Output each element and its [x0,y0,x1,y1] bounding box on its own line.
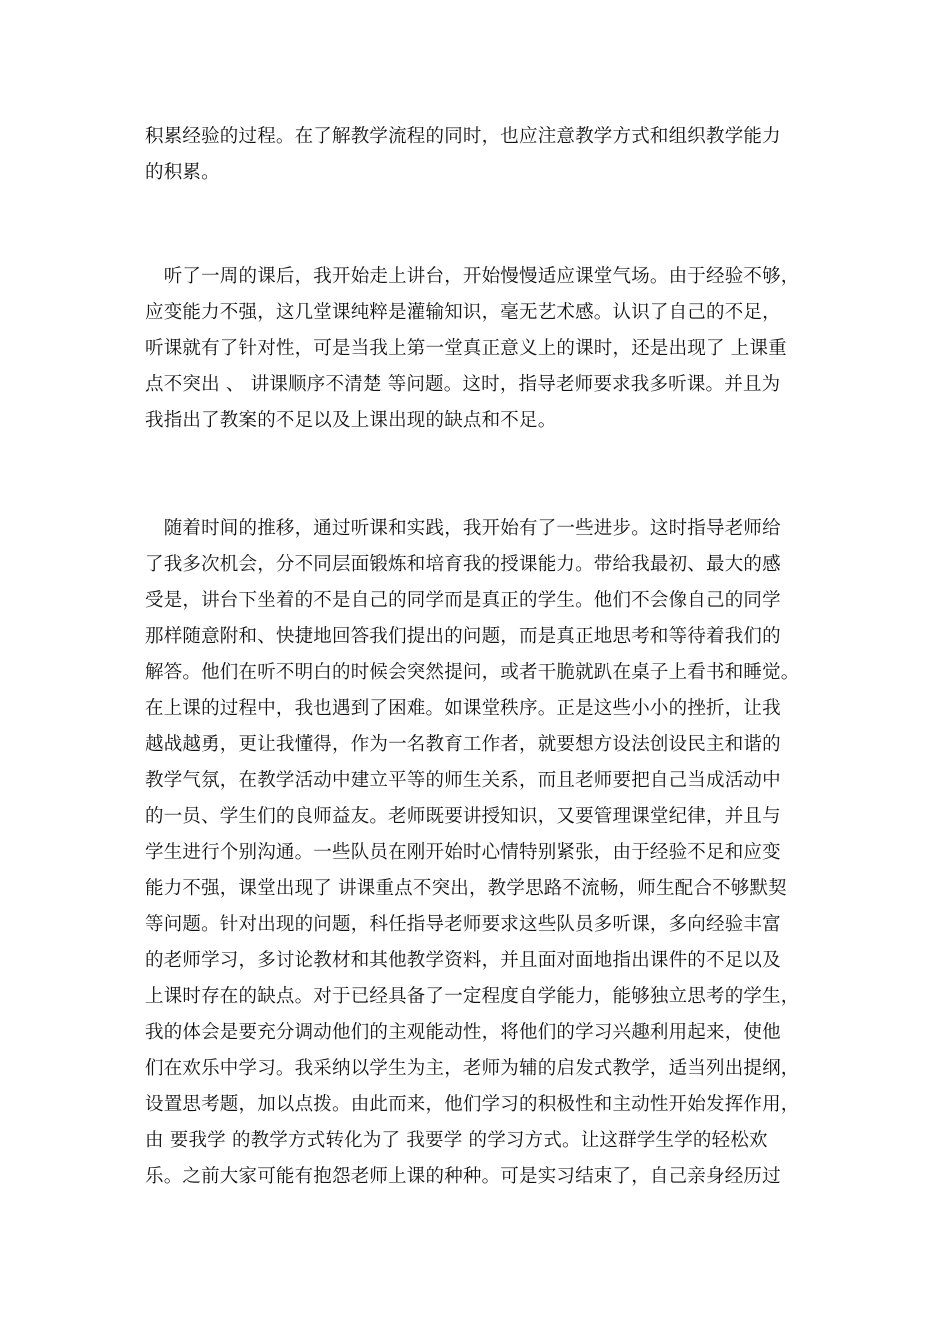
text-line: 乐。之前大家可能有抱怨老师上课的种种。可是实习结束了，自己亲身经历过 [145,1166,781,1187]
text-line: 那样随意附和、快捷地回答我们提出的问题，而是真正地思考和等待着我们的 [145,626,781,647]
paragraph-progress-and-reflection [145,511,815,1195]
text-line: 由 要我学 的教学方式转化为了 我要学 的学习方式。让这群学生学的轻松欢 [145,1130,768,1151]
text-line: 越战越勇，更让我懂得，作为一名教育工作者，就要想方设法创设民主和谐的 [145,734,781,755]
text-line: 能力不强，课堂出现了 讲课重点不突出，教学思路不流畅，师生配合不够默契 [145,878,787,899]
text-line: 的积累。 [145,162,220,183]
text-line: 的老师学习，多讨论教材和其他教学资料，并且面对面地指出课件的不足以及 [145,950,781,971]
text-line: 们在欢乐中学习。我采纳以学生为主，老师为辅的启发式教学，适当列出提纲， [145,1058,800,1079]
text-line: 我的体会是要充分调动他们的主观能动性，将他们的学习兴趣利用起来，使他 [145,1022,781,1043]
text-line: 在上课的过程中，我也遇到了困难。如课堂秩序。正是这些小小的挫折，让我 [145,698,781,719]
text-line: 我指出了教案的不足以及上课出现的缺点和不足。 [145,410,557,431]
text-line: 点不突出 、 讲课顺序不清楚 等问题。这时，指导老师要求我多听课。并且为 [145,374,781,395]
text-line: 随着时间的推移，通过听课和实践，我开始有了一些进步。这时指导老师给 [145,518,781,539]
text-line: 积累经验的过程。在了解教学流程的同时，也应注意教学方式和组织教学能力 [145,126,781,147]
text-line: 受是，讲台下坐着的不是自己的同学而是真正的学生。他们不会像自己的同学 [145,590,781,611]
text-line: 应变能力不强，这几堂课纯粹是灌输知识，毫无艺术感。认识了自己的不足， [145,302,781,323]
text-line: 听了一周的课后，我开始走上讲台，开始慢慢适应课堂气场。由于经验不够， [145,266,800,287]
text-line: 听课就有了针对性，可是当我上第一堂真正意义上的课时，还是出现了 上课重 [145,338,787,359]
text-line: 学生进行个别沟通。一些队员在刚开始时心情特别紧张，由于经验不足和应变 [145,842,781,863]
text-line: 了我多次机会，分不同层面锻炼和培育我的授课能力。带给我最初、最大的感 [145,554,781,575]
paragraph-first-lectures [145,259,815,439]
paragraph-accumulating-experience [145,119,815,191]
text-line: 的一员、学生们的良师益友。老师既要讲授知识，又要管理课堂纪律，并且与 [145,806,781,827]
text-line: 解答。他们在听不明白的时候会突然提问，或者干脆就趴在桌子上看书和睡觉。 [145,662,800,683]
text-line: 设置思考题，加以点拨。由此而来，他们学习的积极性和主动性开始发挥作用， [145,1094,800,1115]
text-line: 教学气氛，在教学活动中建立平等的师生关系，而且老师要把自己当成活动中 [145,770,781,791]
text-line: 上课时存在的缺点。对于已经具备了一定程度自学能力，能够独立思考的学生， [145,986,800,1007]
text-line: 等问题。针对出现的问题，科任指导老师要求这些队员多听课，多向经验丰富 [145,914,781,935]
